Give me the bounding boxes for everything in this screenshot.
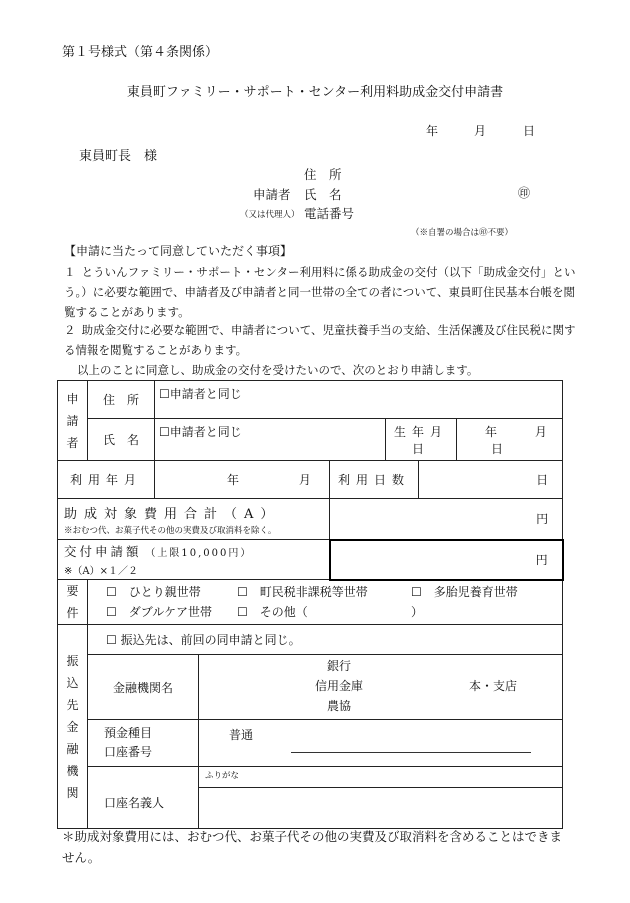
account-number-label: 口座番号 bbox=[104, 745, 153, 759]
grant-amount-label-cell bbox=[58, 540, 330, 580]
birth-day: 日 bbox=[491, 441, 504, 456]
usage-month: 月 bbox=[298, 473, 311, 487]
form-name-label: 氏 名 bbox=[88, 419, 155, 461]
v-char: 関 bbox=[66, 785, 79, 800]
consent-item-1 bbox=[64, 262, 579, 322]
v-char: 請 bbox=[66, 413, 79, 428]
form-name-field[interactable] bbox=[155, 419, 386, 461]
bank-name-field[interactable] bbox=[199, 655, 563, 720]
req-tax-exempt-checkbox[interactable]: ☐ 町民税非課税等世帯 bbox=[237, 585, 368, 600]
usage-month-label: 利用年月 bbox=[58, 461, 155, 499]
usage-month-field[interactable] bbox=[155, 461, 330, 499]
transfer-vertical-label bbox=[58, 625, 88, 829]
account-holder-label: 口座名義人 bbox=[88, 767, 199, 829]
same-as-applicant-checkbox-2[interactable]: ☐申請者と同じ bbox=[159, 425, 242, 439]
bank-type-agri-coop: 農協 bbox=[326, 699, 351, 713]
account-number-underline bbox=[291, 752, 531, 753]
birth-year: 年 bbox=[485, 424, 498, 439]
signature-note: （※自署の場合は㊞不要） bbox=[411, 228, 514, 238]
v-char: 要 bbox=[66, 584, 79, 598]
req-other-close: ） bbox=[411, 605, 424, 620]
v-char: 者 bbox=[66, 435, 79, 450]
applicant-vertical-label bbox=[58, 381, 88, 461]
deposit-type-value: 普通 bbox=[229, 728, 254, 742]
v-char: 振 bbox=[66, 653, 79, 668]
form-address-field[interactable] bbox=[155, 381, 563, 419]
consent-item-2-text: 助成金交付に必要な範囲で、申請者について、児童扶養手当の支給、生活保護及び住民税に関する情報を閲覧することがあります。 bbox=[64, 323, 576, 357]
deposit-field[interactable] bbox=[199, 720, 563, 767]
subsidy-total-label-cell bbox=[58, 499, 330, 540]
addressee: 東員町長 様 bbox=[79, 149, 158, 164]
grant-formula: ※（A）×１／２ bbox=[64, 566, 138, 577]
phone-label: 電話番号 bbox=[304, 206, 355, 221]
yen-1: 円 bbox=[536, 512, 549, 527]
grant-amount-field[interactable] bbox=[330, 540, 563, 580]
consent-closing: 以上のことに同意し、助成金の交付を受けたいので、次のとおり申請します。 bbox=[77, 363, 479, 377]
consent-item-2 bbox=[64, 320, 579, 360]
v-char: 件 bbox=[66, 606, 79, 620]
subsidy-total-label: 助成対象費用合計（A） bbox=[64, 506, 281, 522]
birthdate-field[interactable] bbox=[457, 419, 563, 461]
deposit-type-label: 預金種目 bbox=[104, 726, 153, 740]
bank-type-credit-union: 信用金庫 bbox=[314, 679, 363, 693]
v-char: 機 bbox=[66, 763, 79, 778]
footnote: ＊助成対象費用には、おむつ代、お菓子代その他の実費及び取消料を含めることはできません。 bbox=[62, 829, 563, 865]
v-char: 先 bbox=[66, 697, 79, 712]
same-transfer-checkbox[interactable]: ☐ 振込先は、前回の同申請と同じ。 bbox=[106, 633, 301, 647]
same-as-applicant-checkbox-1[interactable]: ☐申請者と同じ bbox=[159, 387, 242, 401]
date-month-label: 月 bbox=[474, 124, 487, 138]
v-char: 込 bbox=[66, 675, 79, 690]
consent-item-1-num: １ bbox=[64, 265, 76, 279]
applicant-address-label: 住 所 bbox=[304, 167, 342, 182]
usage-year: 年 bbox=[227, 473, 240, 487]
deposit-labels bbox=[88, 720, 199, 767]
birthdate-label: 生年月日 bbox=[386, 419, 457, 461]
usage-days-unit: 日 bbox=[536, 473, 549, 487]
v-char: 融 bbox=[66, 741, 79, 756]
subsidy-total-note: ※おむつ代、お菓子代その他の実費及び取消料を除く。 bbox=[64, 525, 277, 536]
consent-item-2-num: ２ bbox=[64, 323, 76, 337]
seal-mark: ㊞ bbox=[518, 186, 531, 200]
furigana-label: ふりがな bbox=[199, 767, 562, 788]
birth-month: 月 bbox=[534, 424, 547, 439]
form-address-label: 住 所 bbox=[88, 381, 155, 419]
same-transfer-row[interactable] bbox=[88, 625, 563, 655]
date-day-label: 日 bbox=[523, 124, 536, 138]
branch-label: 本・支店 bbox=[469, 679, 518, 693]
date-year-label: 年 bbox=[426, 124, 439, 138]
account-holder-field[interactable] bbox=[199, 767, 563, 829]
req-double-care-checkbox[interactable]: ☐ ダブルケア世帯 bbox=[106, 605, 213, 620]
grant-limit: （上限10,000円） bbox=[145, 548, 253, 559]
application-form-table bbox=[57, 380, 563, 829]
v-char: 申 bbox=[66, 391, 79, 406]
yen-2: 円 bbox=[535, 553, 548, 567]
grant-amount-label: 交付申請額 bbox=[64, 544, 142, 559]
v-char: 金 bbox=[66, 719, 79, 734]
requirement-vertical-label bbox=[58, 580, 88, 625]
req-single-parent-checkbox[interactable]: ☐ ひとり親世帯 bbox=[106, 585, 201, 600]
proxy-label: （又は代理人） bbox=[240, 210, 300, 220]
consent-item-1-text: とういんファミリー・サポート・センター利用料に係る助成金の交付（以下「助成金交付」という。）に必要な範囲で、申請者及び申請者と同一世帯の全ての者について、東員町住民基本台帳を閲覧することがあります。 bbox=[64, 265, 576, 319]
form-number: 第１号様式（第４条関係） bbox=[62, 45, 219, 60]
bank-type-bank: 銀行 bbox=[326, 659, 351, 673]
bank-name-label: 金融機関名 bbox=[88, 655, 199, 720]
subsidy-total-field[interactable] bbox=[330, 499, 563, 540]
applicant-name-label: 氏 名 bbox=[304, 187, 342, 202]
page-title: 東員町ファミリー・サポート・センター利用料助成金交付申請書 bbox=[126, 85, 504, 100]
requirements-cell bbox=[88, 580, 563, 625]
usage-days-field[interactable] bbox=[419, 461, 563, 499]
applicant-label: 申請者 bbox=[253, 187, 291, 202]
req-other-checkbox[interactable]: ☐ その他（ bbox=[237, 605, 308, 620]
bank-types bbox=[299, 656, 379, 716]
usage-days-label: 利用日数 bbox=[330, 461, 419, 499]
consent-heading: 【申請に当たって同意していただく事項】 bbox=[64, 244, 293, 258]
req-multiple-birth-checkbox[interactable]: ☐ 多胎児養育世帯 bbox=[411, 585, 518, 600]
